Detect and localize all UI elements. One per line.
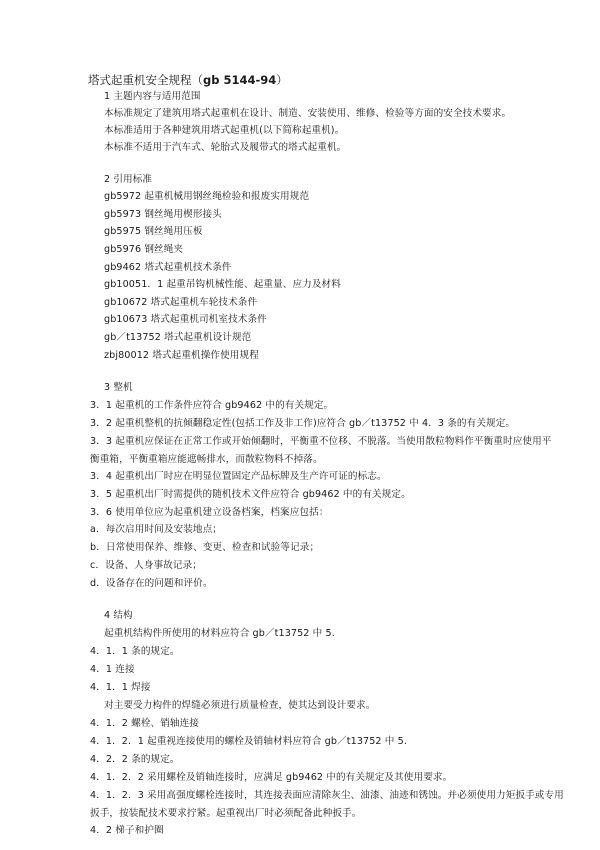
section-4-line: 对主要受力构件的焊缝必须进行质量检查，使其达到设计要求。 bbox=[104, 700, 376, 711]
record-item-b: b．日常使用保养、维修、变更、检查和试验等记录； bbox=[90, 542, 320, 553]
clause-4-1-1: 4．1．1 焊接 bbox=[90, 682, 151, 693]
clause-3-2: 3．2 起重机整机的抗倾翻稳定性(包括工作及非工作)应符合 gb／t13752 中 4．3 条的有关规定。 bbox=[90, 418, 516, 429]
reference-item: gb5972 起重机械用钢丝绳检验和报废实用规范 bbox=[104, 191, 310, 202]
section-1-paragraph-1: 本标准规定了建筑用塔式起重机在设计、制造、安装使用、维修、检验等方面的安全技术要求。 bbox=[104, 108, 512, 119]
standard-code: gb 5144-94 bbox=[203, 73, 277, 87]
clause-3-3: 3．3 起重机应保证在正常工作或开始倾翻时，平衡重不位移、不脱落。当使用散粒物料作平衡重时应使用平衡重箱，平衡重箱应能遮畅排水，而散粒物料不掉落。 bbox=[90, 436, 552, 465]
reference-item: gb10672 塔式起重机车轮技术条件 bbox=[104, 297, 258, 308]
title-close: ） bbox=[276, 73, 288, 87]
section-4-line: 4．1．1 条的规定。 bbox=[90, 646, 180, 657]
clause-4-2: 4．2 梯子和护圈 bbox=[90, 825, 164, 836]
section-4-heading: 4 结构 bbox=[104, 610, 133, 621]
document-title bbox=[88, 72, 288, 88]
clause-4-1-2-3: 4．1．2．3 采用高强度螺栓连接时，其连接表面应清除灰尘、油漆、油迹和锈蚀。并必须使用力矩扳手或专用扳手，按装配技术要求拧紧。起重视出厂时必须配备此种扳手。 bbox=[90, 790, 564, 819]
reference-item: gb5976 钢丝绳夹 bbox=[104, 244, 184, 255]
reference-item: gb／t13752 塔式起重机设计规范 bbox=[104, 332, 252, 343]
reference-item: gb5975 钢丝绳用压板 bbox=[104, 226, 203, 237]
section-4-line: 4．2．2 条的规定。 bbox=[90, 754, 180, 765]
section-2-heading: 2 引用标准 bbox=[104, 174, 153, 185]
clause-3-4: 3．4 起重机出厂时应在明显位置固定产品标牌及生产许可证的标志。 bbox=[90, 471, 387, 482]
section-3-heading: 3 整机 bbox=[104, 382, 133, 393]
clause-4-1-2-1: 4．1．2．1 起重视连接使用的螺栓及销轴材料应符合 gb／t13752 中 5. bbox=[90, 736, 407, 747]
reference-item: zbj80012 塔式起重机操作使用规程 bbox=[104, 350, 259, 361]
section-4-line: 起重机结构件所使用的材料应符合 gb／t13752 中 5. bbox=[104, 628, 335, 639]
section-1-paragraph-3: 本标准不适用于汽车式、轮胎式及履带式的塔式起重机。 bbox=[104, 142, 347, 153]
clause-4-1: 4．1 连接 bbox=[90, 664, 135, 675]
clause-4-1-2: 4．1．2 螺栓、销轴连接 bbox=[90, 718, 200, 729]
clause-3-6: 3．6 使用单位应为起重机建立设备档案，档案应包括： bbox=[90, 507, 329, 518]
reference-item: gb10673 塔式起重机司机室技术条件 bbox=[104, 314, 267, 325]
record-item-c: c．设备、人身事故记录； bbox=[90, 560, 203, 571]
clause-3-1: 3．1 起重机的工作条件应符合 gb9462 中的有关规定。 bbox=[90, 400, 334, 411]
clause-3-5: 3．5 起重机出厂时需提供的随机技术文件应符合 gb9462 中的有关规定。 bbox=[90, 489, 411, 500]
section-1-heading: 1 主题内容与适用范围 bbox=[104, 91, 201, 102]
record-item-d: d．设备存在的问题和评价。 bbox=[90, 578, 213, 589]
reference-item: gb10051．1 起重吊钩机械性能、起重量、应力及材料 bbox=[104, 279, 341, 290]
section-1-paragraph-2: 本标准适用于各种建筑用塔式起重机(以下简称起重机)。 bbox=[104, 125, 345, 136]
title-text: 塔式起重机安全规程（ bbox=[88, 73, 203, 87]
record-item-a: a．每次启用时间及安装地点； bbox=[90, 524, 222, 535]
reference-item: gb5973 钢丝绳用楔形接头 bbox=[104, 209, 222, 220]
clause-4-1-2-2: 4．1．2．2 采用螺栓及销轴连接时，应满足 gb9462 中的有关规定及其使用要求。 bbox=[90, 772, 453, 783]
reference-item: gb9462 塔式起重机技术条件 bbox=[104, 262, 232, 273]
